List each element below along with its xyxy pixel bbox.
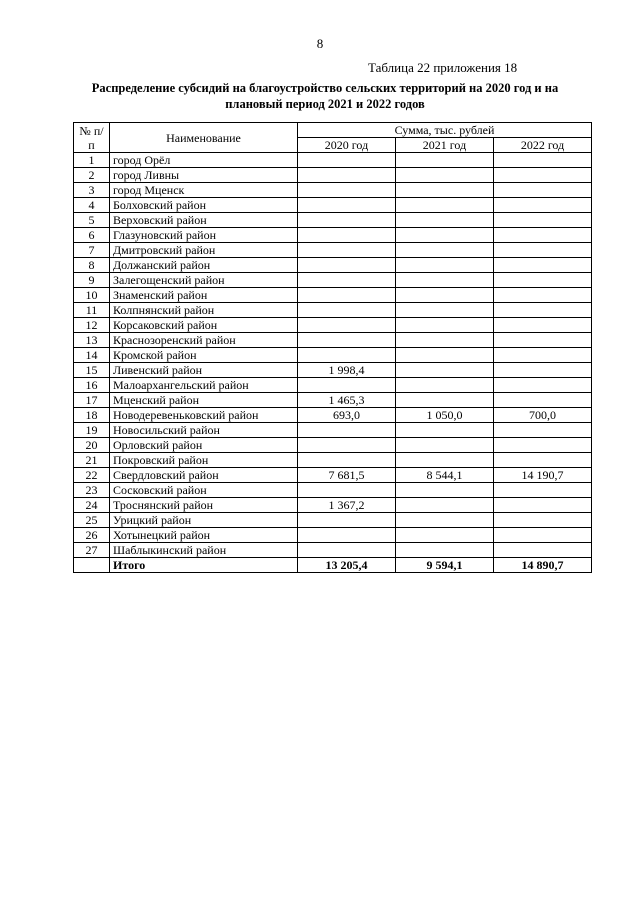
row-2021 xyxy=(396,228,494,243)
header-number xyxy=(74,123,110,153)
row-number: 18 xyxy=(74,408,110,423)
header-2022: 2022 год xyxy=(494,138,592,153)
row-number: 4 xyxy=(74,198,110,213)
row-2021 xyxy=(396,528,494,543)
row-2020: 7 681,5 xyxy=(298,468,396,483)
header-number-label: № п/п xyxy=(79,123,104,152)
row-2022 xyxy=(494,453,592,468)
row-number: 23 xyxy=(74,483,110,498)
table-row xyxy=(74,513,592,528)
table-row xyxy=(74,498,592,513)
table-row xyxy=(74,228,592,243)
row-2021 xyxy=(396,363,494,378)
row-2021 xyxy=(396,273,494,288)
row-name: Новодеревеньковский район xyxy=(110,408,298,423)
table-row xyxy=(74,438,592,453)
row-name: Малоархангельский район xyxy=(110,378,298,393)
row-number: 14 xyxy=(74,348,110,363)
header-sum: Сумма, тыс. рублей xyxy=(298,123,592,138)
row-name: Покровский район xyxy=(110,453,298,468)
row-number: 13 xyxy=(74,333,110,348)
subsidy-table xyxy=(73,122,592,573)
row-name: Колпнянский район xyxy=(110,303,298,318)
row-number: 19 xyxy=(74,423,110,438)
row-2022 xyxy=(494,528,592,543)
table-row xyxy=(74,333,592,348)
table-row xyxy=(74,288,592,303)
row-2021 xyxy=(396,303,494,318)
row-2022: 14 190,7 xyxy=(494,468,592,483)
row-2020 xyxy=(298,198,396,213)
row-number: 3 xyxy=(74,183,110,198)
row-2022: 700,0 xyxy=(494,408,592,423)
table-row xyxy=(74,183,592,198)
row-2021 xyxy=(396,213,494,228)
total-2020: 13 205,4 xyxy=(298,558,396,573)
row-2021 xyxy=(396,243,494,258)
row-number: 26 xyxy=(74,528,110,543)
row-2021 xyxy=(396,258,494,273)
row-2022 xyxy=(494,483,592,498)
table-row xyxy=(74,393,592,408)
row-2022 xyxy=(494,243,592,258)
table-row xyxy=(74,528,592,543)
table-row xyxy=(74,348,592,363)
table-row xyxy=(74,483,592,498)
row-number: 12 xyxy=(74,318,110,333)
row-2021 xyxy=(396,543,494,558)
row-2022 xyxy=(494,183,592,198)
page-number: 8 xyxy=(316,36,324,51)
row-name: Знаменский район xyxy=(110,288,298,303)
row-2020 xyxy=(298,453,396,468)
header-2021: 2021 год xyxy=(396,138,494,153)
row-2020: 1 998,4 xyxy=(298,363,396,378)
row-number: 7 xyxy=(74,243,110,258)
row-2020 xyxy=(298,423,396,438)
row-name: город Орёл xyxy=(110,153,298,168)
row-name: Глазуновский район xyxy=(110,228,298,243)
row-name: Урицкий район xyxy=(110,513,298,528)
row-2022 xyxy=(494,303,592,318)
row-2021: 1 050,0 xyxy=(396,408,494,423)
row-number: 16 xyxy=(74,378,110,393)
table-row xyxy=(74,378,592,393)
row-2020 xyxy=(298,333,396,348)
row-number: 6 xyxy=(74,228,110,243)
row-2022 xyxy=(494,213,592,228)
row-name: Орловский район xyxy=(110,438,298,453)
table-row xyxy=(74,543,592,558)
row-name: Свердловский район xyxy=(110,468,298,483)
row-2020 xyxy=(298,273,396,288)
row-2021 xyxy=(396,378,494,393)
row-2020 xyxy=(298,228,396,243)
row-name: Сосковский район xyxy=(110,483,298,498)
total-2021: 9 594,1 xyxy=(396,558,494,573)
total-label: Итого xyxy=(110,558,298,573)
row-2020 xyxy=(298,243,396,258)
row-2021 xyxy=(396,318,494,333)
row-2022 xyxy=(494,273,592,288)
row-2020 xyxy=(298,528,396,543)
row-name: Корсаковский район xyxy=(110,318,298,333)
row-name: Хотынецкий район xyxy=(110,528,298,543)
row-2021 xyxy=(396,393,494,408)
row-2020 xyxy=(298,438,396,453)
row-name: Мценский район xyxy=(110,393,298,408)
header-row xyxy=(74,123,592,138)
table-row xyxy=(74,243,592,258)
row-number: 1 xyxy=(74,153,110,168)
row-number: 10 xyxy=(74,288,110,303)
row-name: Кромской район xyxy=(110,348,298,363)
row-2021 xyxy=(396,483,494,498)
row-2022 xyxy=(494,348,592,363)
row-number: 15 xyxy=(74,363,110,378)
row-2020 xyxy=(298,153,396,168)
row-2022 xyxy=(494,543,592,558)
row-name: Залегощенский район xyxy=(110,273,298,288)
row-number: 27 xyxy=(74,543,110,558)
table-row xyxy=(74,318,592,333)
row-name: Новосильский район xyxy=(110,423,298,438)
document-title: Распределение субсидий на благоустройство сельских территорий на 2020 год и на плановый период 2021 и 2022 годов xyxy=(91,81,559,111)
header-name: Наименование xyxy=(110,123,298,153)
row-2020 xyxy=(298,213,396,228)
header-2020: 2020 год xyxy=(298,138,396,153)
row-name: Ливенский район xyxy=(110,363,298,378)
table-row xyxy=(74,468,592,483)
row-number: 25 xyxy=(74,513,110,528)
row-2022 xyxy=(494,378,592,393)
table-row xyxy=(74,168,592,183)
row-name: Дмитровский район xyxy=(110,243,298,258)
table-caption: Таблица 22 приложения 18 xyxy=(368,60,518,75)
row-number: 2 xyxy=(74,168,110,183)
row-name: Троснянский район xyxy=(110,498,298,513)
table-row xyxy=(74,363,592,378)
row-2022 xyxy=(494,438,592,453)
row-2021: 8 544,1 xyxy=(396,468,494,483)
row-number: 5 xyxy=(74,213,110,228)
row-2022 xyxy=(494,363,592,378)
row-2022 xyxy=(494,498,592,513)
row-name: город Мценск xyxy=(110,183,298,198)
row-2021 xyxy=(396,348,494,363)
row-2020 xyxy=(298,168,396,183)
table-row xyxy=(74,273,592,288)
row-2021 xyxy=(396,498,494,513)
row-number: 22 xyxy=(74,468,110,483)
row-2020: 1 465,3 xyxy=(298,393,396,408)
row-2021 xyxy=(396,453,494,468)
row-2022 xyxy=(494,393,592,408)
row-2021 xyxy=(396,198,494,213)
table-row xyxy=(74,423,592,438)
row-number: 24 xyxy=(74,498,110,513)
table-row xyxy=(74,303,592,318)
table-row xyxy=(74,258,592,273)
row-name: город Ливны xyxy=(110,168,298,183)
row-name: Шаблыкинский район xyxy=(110,543,298,558)
table-row xyxy=(74,153,592,168)
row-2020: 1 367,2 xyxy=(298,498,396,513)
row-2022 xyxy=(494,228,592,243)
row-2020: 693,0 xyxy=(298,408,396,423)
row-2021 xyxy=(396,333,494,348)
row-number: 8 xyxy=(74,258,110,273)
row-2020 xyxy=(298,258,396,273)
table-row xyxy=(74,453,592,468)
row-2021 xyxy=(396,288,494,303)
table-body xyxy=(74,153,592,573)
row-number: 20 xyxy=(74,438,110,453)
row-2021 xyxy=(396,168,494,183)
row-2022 xyxy=(494,258,592,273)
row-name: Верховский район xyxy=(110,213,298,228)
row-2022 xyxy=(494,423,592,438)
row-number: 11 xyxy=(74,303,110,318)
row-2020 xyxy=(298,303,396,318)
row-2022 xyxy=(494,318,592,333)
row-2022 xyxy=(494,513,592,528)
row-2022 xyxy=(494,198,592,213)
row-2022 xyxy=(494,333,592,348)
row-2020 xyxy=(298,288,396,303)
row-2020 xyxy=(298,318,396,333)
total-row xyxy=(74,558,592,573)
row-2021 xyxy=(396,183,494,198)
row-2021 xyxy=(396,153,494,168)
row-name: Болховский район xyxy=(110,198,298,213)
row-2020 xyxy=(298,483,396,498)
row-2022 xyxy=(494,153,592,168)
table-row xyxy=(74,408,592,423)
row-2021 xyxy=(396,438,494,453)
total-2022: 14 890,7 xyxy=(494,558,592,573)
table-row xyxy=(74,213,592,228)
row-2021 xyxy=(396,513,494,528)
row-number: 21 xyxy=(74,453,110,468)
row-2022 xyxy=(494,288,592,303)
row-2021 xyxy=(396,423,494,438)
row-2020 xyxy=(298,348,396,363)
table-row xyxy=(74,198,592,213)
row-2022 xyxy=(494,168,592,183)
row-number: 17 xyxy=(74,393,110,408)
row-2020 xyxy=(298,543,396,558)
total-number xyxy=(74,558,110,573)
row-name: Должанский район xyxy=(110,258,298,273)
row-2020 xyxy=(298,378,396,393)
row-name: Краснозоренский район xyxy=(110,333,298,348)
row-number: 9 xyxy=(74,273,110,288)
row-2020 xyxy=(298,183,396,198)
row-2020 xyxy=(298,513,396,528)
